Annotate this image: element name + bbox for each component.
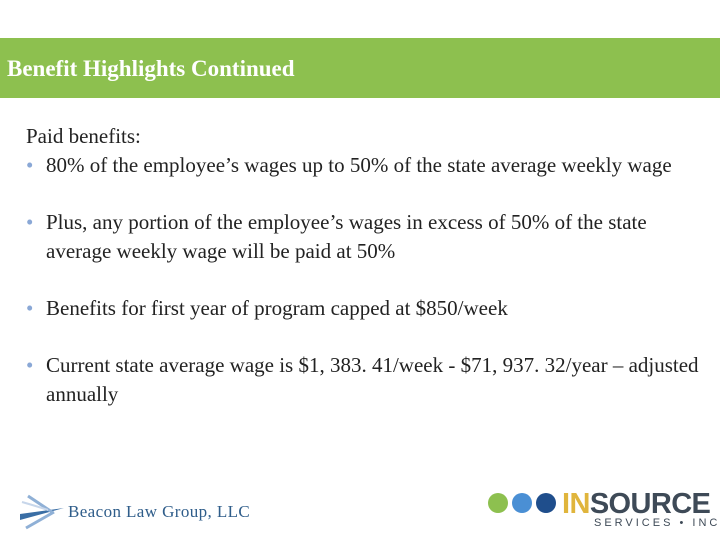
insource-wordmark: INSOURCE xyxy=(562,488,711,520)
bullet-text: Current state average wage is $1, 383. 41/week - $71, 937. 32/year – adjusted annually xyxy=(46,353,699,406)
beacon-swoosh-icon xyxy=(18,488,66,534)
beacon-logo-text: Beacon Law Group, LLC xyxy=(68,502,251,521)
bullet-icon: • xyxy=(26,210,34,234)
bullet-text: Plus, any portion of the employee’s wages in excess of 50% of the state average weekly wage will be paid at 50% xyxy=(46,210,647,263)
bullet-text: 80% of the employee’s wages up to 50% of the state average weekly wage xyxy=(46,153,672,177)
title-bar xyxy=(0,38,720,98)
insource-dots-icon xyxy=(486,490,562,518)
bullet-icon: • xyxy=(26,153,34,177)
insource-logo xyxy=(486,488,720,532)
bullet-item xyxy=(26,208,706,266)
bullet-item xyxy=(26,151,706,180)
intro-text: Paid benefits: xyxy=(26,124,141,148)
insource-subtitle: SERVICES • INC xyxy=(594,517,720,529)
bullet-text: Benefits for first year of program capped at $850/week xyxy=(46,296,508,320)
slide-content xyxy=(26,122,706,409)
page-title: Benefit Highlights Continued xyxy=(7,56,295,81)
bullet-icon: • xyxy=(26,353,34,377)
bullet-item xyxy=(26,294,706,323)
bullet-item xyxy=(26,351,706,409)
beacon-law-group-logo xyxy=(18,488,258,534)
bullet-icon: • xyxy=(26,296,34,320)
